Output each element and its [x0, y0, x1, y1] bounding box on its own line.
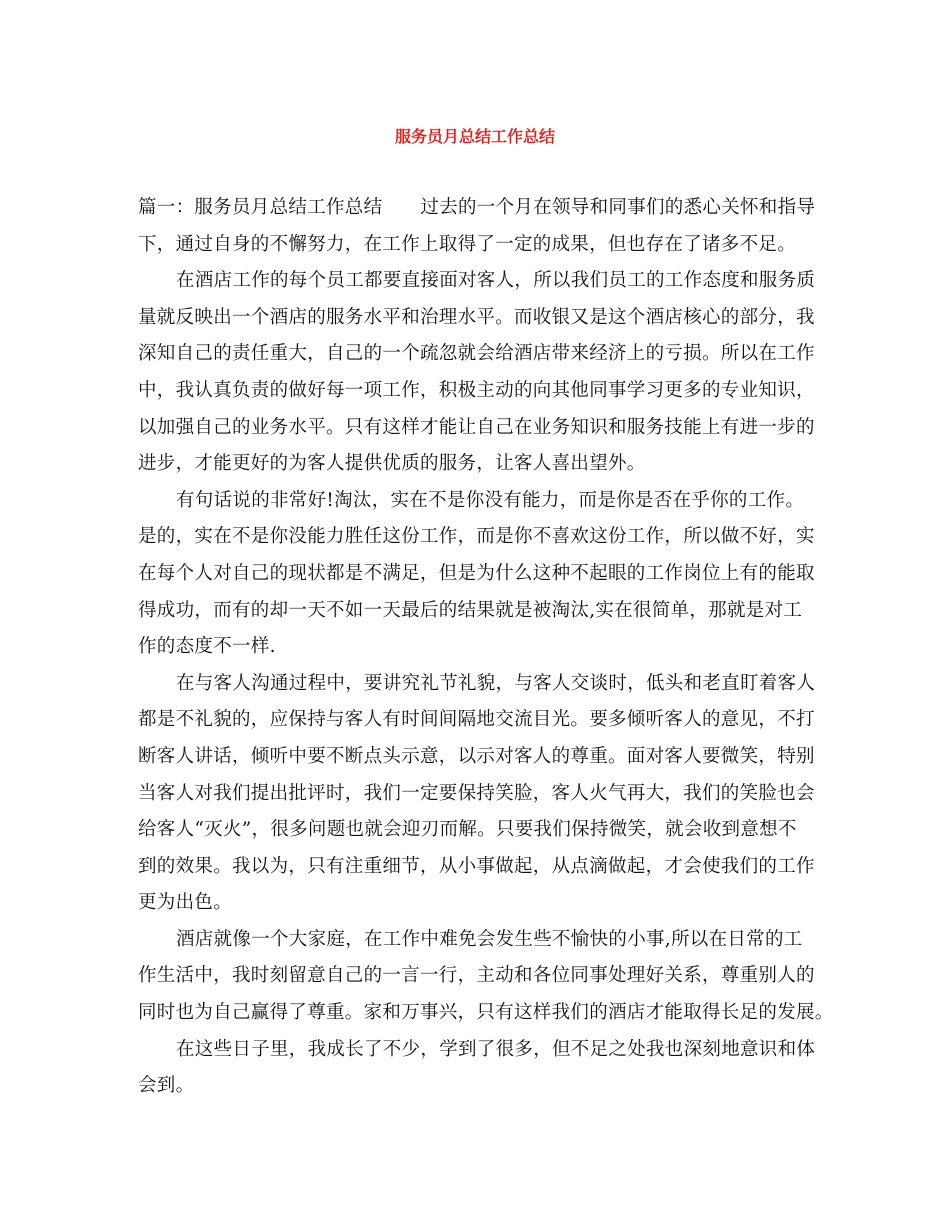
- paragraph-line: 深知自己的责任重大，自己的一个疏忽就会给酒店带来经济上的亏损。所以在工作: [138, 343, 815, 365]
- intro-line-1: [138, 190, 818, 227]
- paragraph-line: 量就反映出一个酒店的服务水平和治理水平。而收银又是这个酒店核心的部分，我: [138, 306, 815, 328]
- paragraph-line: 在与客人沟通过程中，要讲究礼节礼貌，与客人交谈时，低头和老直盯着客人: [176, 672, 816, 694]
- paragraph-line: 同时也为自己赢得了尊重。家和万事兴，只有这样我们的酒店才能取得长足的发展。: [138, 1002, 834, 1024]
- paragraph-line: 进步，才能更好的为客人提供优质的服务，让客人喜出望外。: [138, 453, 646, 475]
- paragraph-line: 中，我认真负责的做好每一项工作，积极主动的向其他同事学习更多的专业知识，: [138, 379, 815, 401]
- paragraph-line: 酒店就像一个大家庭，在工作中难免会发生些不愉快的小事,所以在日常的工: [176, 928, 803, 950]
- paragraph-line: 到的效果。我以为，只有注重细节，从小事做起，从点滴做起，才会使我们的工作: [138, 855, 815, 877]
- paragraph-line: 会到。: [138, 1075, 195, 1097]
- paragraph-line: 是的，实在不是你没能力胜任这份工作，而是你不喜欢这份工作，所以做不好，实: [138, 526, 815, 548]
- paragraph-line: 在每个人对自己的现状都是不满足，但是为什么这种不起眼的工作岗位上有的能取: [138, 562, 815, 584]
- paragraph-line: 有句话说的非常好!淘汰，实在不是你没有能力，而是你是否在乎你的工作。: [176, 489, 805, 511]
- intro-heading: 篇一：服务员月总结工作总结: [138, 197, 383, 218]
- intro-line-2: 下，通过自身的不懈努力，在工作上取得了一定的成果，但也存在了诸多不足。: [138, 233, 797, 255]
- document-body: [138, 190, 834, 1105]
- paragraph-line: 以加强自己的业务水平。只有这样才能让自己在业务知识和服务技能上有进一步的: [138, 416, 815, 438]
- paragraph-line: 当客人对我们提出批评时，我们一定要保持笑脸，客人火气再大，我们的笑脸也会: [138, 782, 815, 804]
- paragraph-line: 作的态度不一样.: [138, 636, 276, 658]
- intro-text: 过去的一个月在领导和同事们的悉心关怀和指导: [420, 197, 816, 218]
- paragraph-line: 都是不礼貌的，应保持与客人有时间间隔地交流目光。要多倾听客人的意见，不打: [138, 709, 815, 731]
- paragraph-line: 更为出色。: [138, 892, 233, 914]
- document-title: 服务员月总结工作总结: [394, 127, 555, 146]
- paragraph-line: 得成功，而有的却一天不如一天最后的结果就是被淘汰,实在很简单，那就是对工: [138, 599, 803, 621]
- paragraph-line: 断客人讲话，倾听中要不断点头示意，以示对客人的尊重。面对客人要微笑，特别: [138, 745, 815, 767]
- paragraph-line: 给客人“灭火”，很多问题也就会迎刃而解。只要我们保持微笑，就会收到意想不: [138, 819, 797, 841]
- paragraph-line: 作生活中，我时刻留意自己的一言一行，主动和各位同事处理好关系，尊重别人的: [138, 965, 815, 987]
- paragraph-line: 在酒店工作的每个员工都要直接面对客人，所以我们员工的工作态度和服务质: [176, 270, 816, 292]
- paragraph-line: 在这些日子里，我成长了不少，学到了很多，但不足之处我也深刻地意识和体: [176, 1038, 816, 1060]
